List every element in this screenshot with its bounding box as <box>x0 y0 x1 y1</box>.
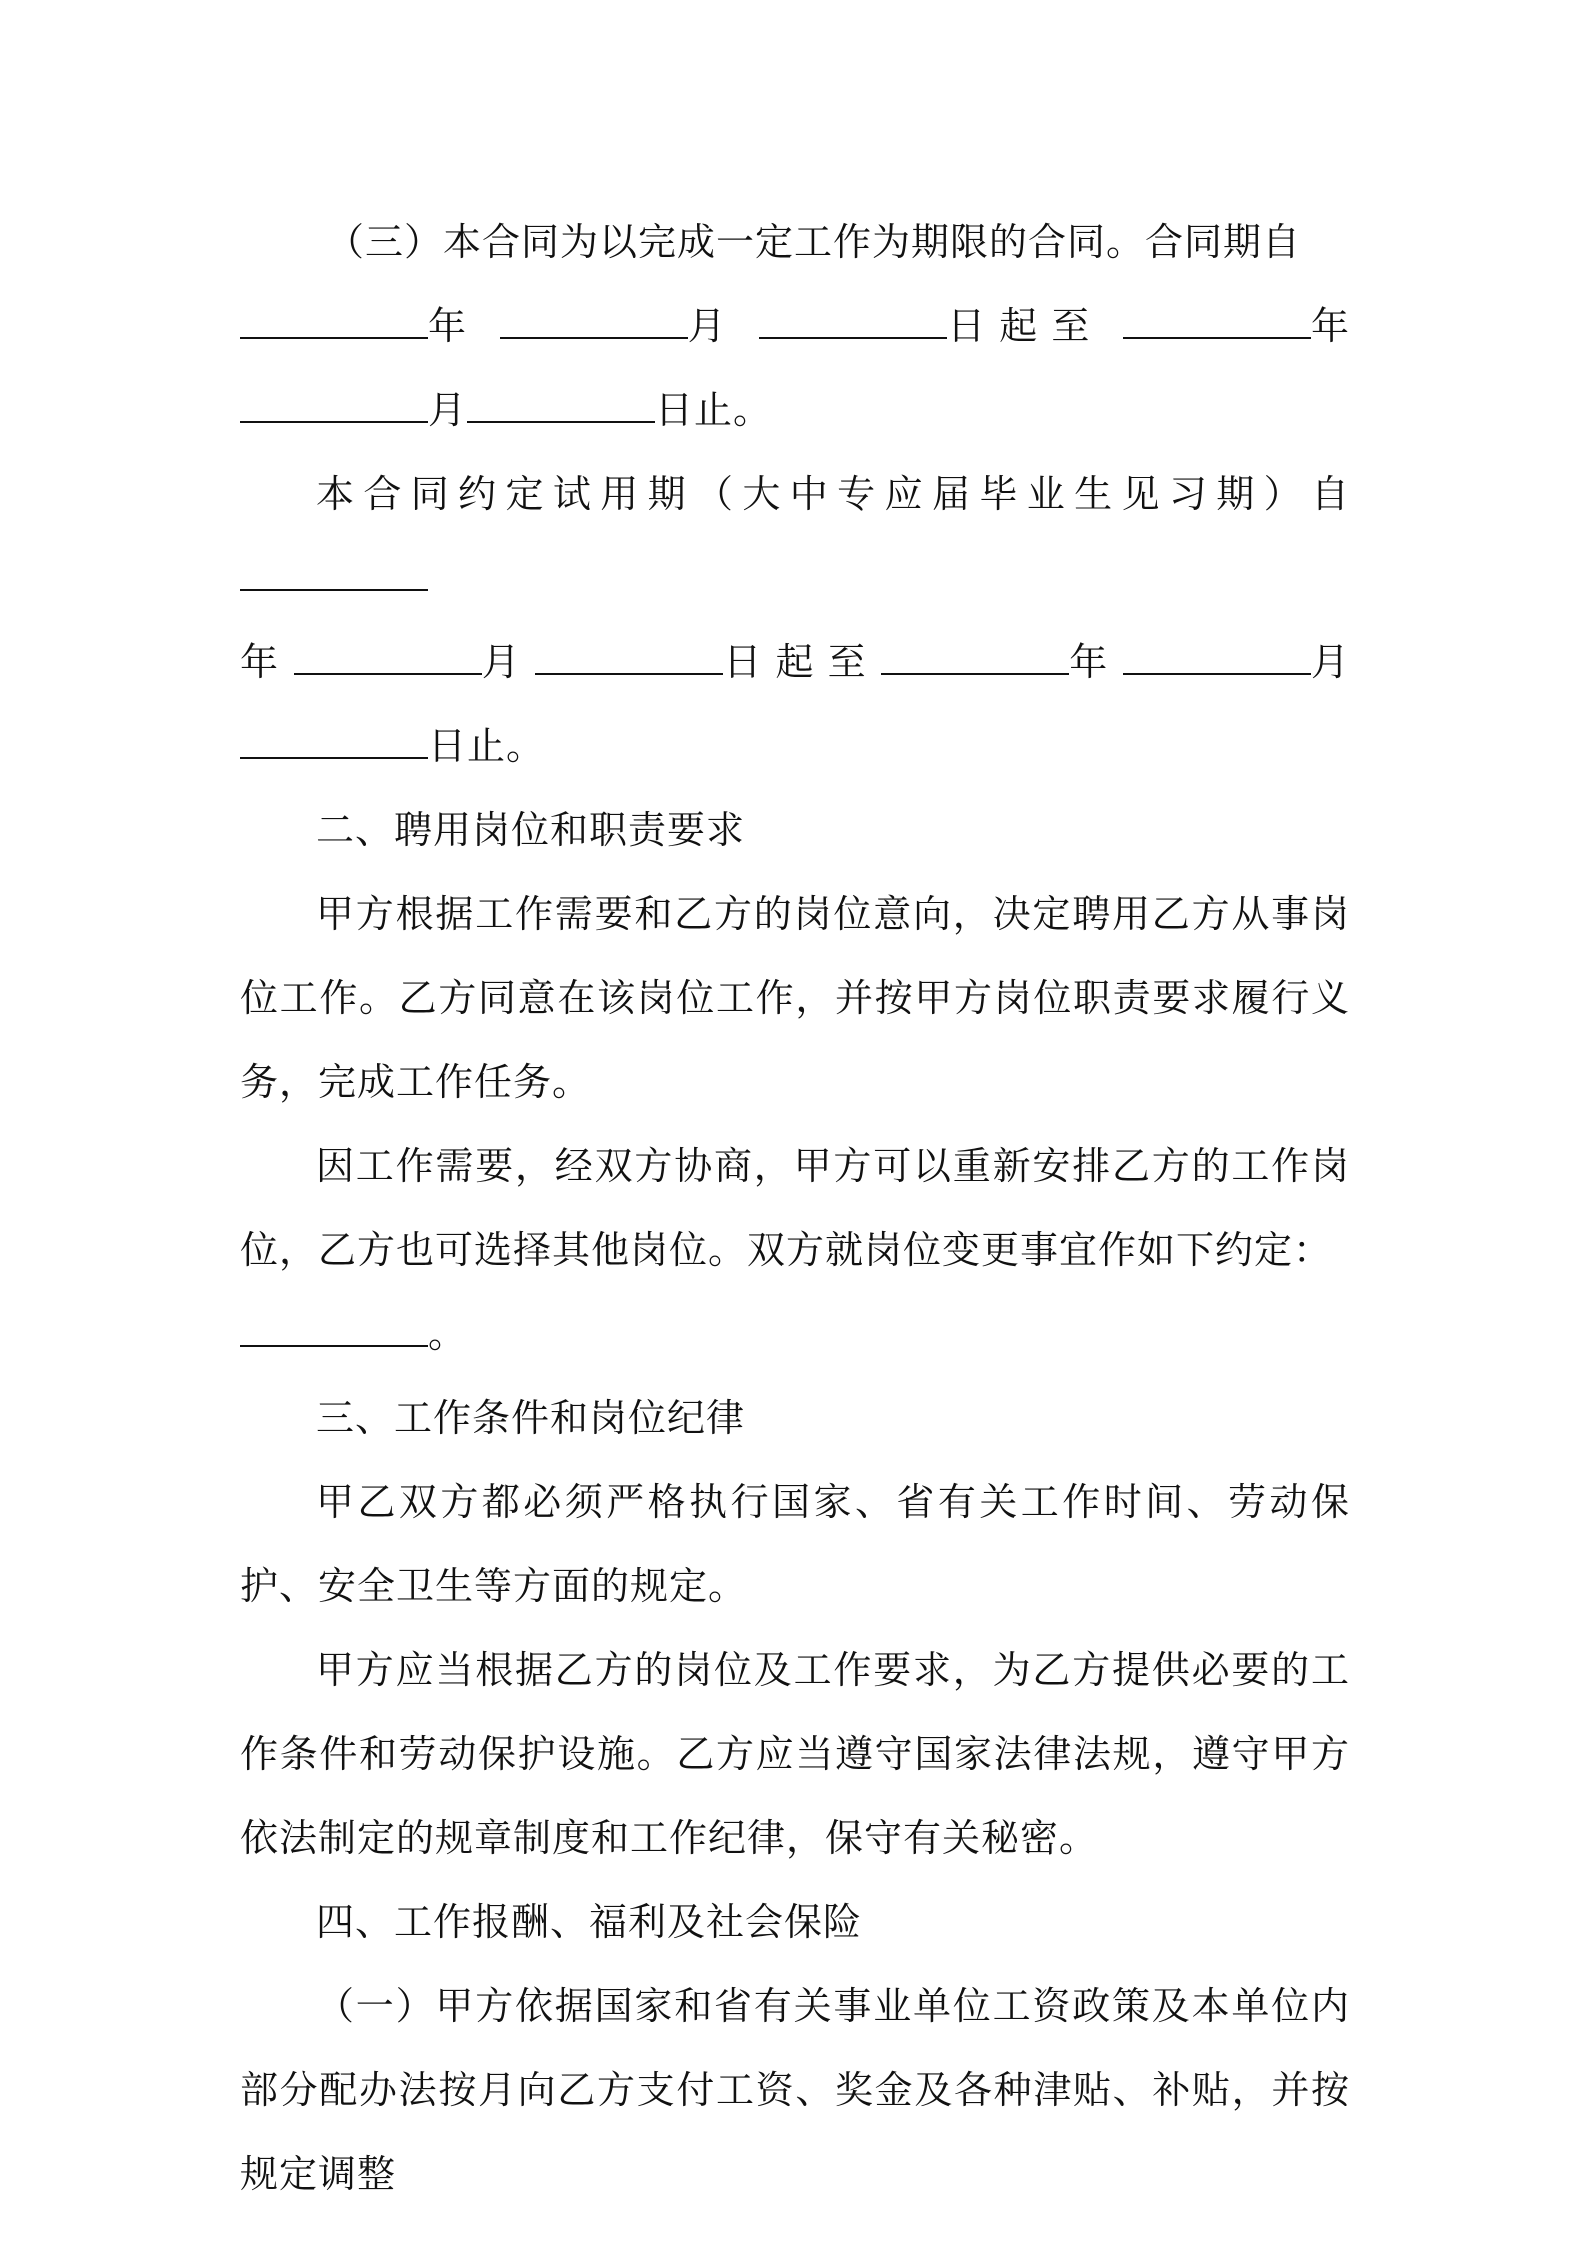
document-body <box>240 200 1350 2216</box>
blank-field[interactable] <box>240 307 428 339</box>
blank-field[interactable] <box>467 391 655 423</box>
probation-end-line: 日止。 <box>240 704 1350 788</box>
date-field-group: 年 <box>881 620 1108 704</box>
blank-field[interactable] <box>1123 643 1311 675</box>
section-4-paragraph-1: （一）甲方依据国家和省有关事业单位工资政策及本单位内部分配办法按月向乙方支付工资、奖金及各种津贴、补贴，并按规定调整 <box>240 1984 1350 2196</box>
date-field-group: 年 <box>240 284 467 368</box>
blank-field[interactable] <box>294 643 482 675</box>
date-field-group: 日 起 至 <box>759 284 1090 368</box>
section-heading-3: 三、工作条件和岗位纪律 <box>316 1396 746 1440</box>
contract-term-dates-line <box>240 284 1350 368</box>
date-field-group: 月 <box>500 284 727 368</box>
blank-field[interactable] <box>759 307 947 339</box>
section-2-paragraph-1: 甲方根据工作需要和乙方的岗位意向，决定聘用乙方从事岗位工作。乙方同意在该岗位工作，并按甲方岗位职责要求履行义务，完成工作任务。 <box>240 892 1350 1104</box>
section-2-paragraph-2: 因工作需要，经双方协商，甲方可以重新安排乙方的工作岗位，乙方也可选择其他岗位。双方就岗位变更事宜作如下约定： <box>240 1144 1350 1272</box>
section-heading-2: 二、聘用岗位和职责要求 <box>316 808 746 852</box>
blank-field[interactable] <box>535 643 723 675</box>
blank-field[interactable] <box>500 307 688 339</box>
date-field-group: 日 起 至 <box>535 620 866 704</box>
blank-field[interactable] <box>240 1315 428 1347</box>
contract-term-end-line: 月 日止。 <box>240 368 1350 452</box>
section-3-paragraph-2: 甲方应当根据乙方的岗位及工作要求，为乙方提供必要的工作条件和劳动保护设施。乙方应当遵守国家法律法规，遵守甲方依法制定的规章制度和工作纪律，保守有关秘密。 <box>240 1648 1350 1860</box>
contract-term-paragraph <box>240 200 1350 284</box>
section-heading-4: 四、工作报酬、福利及社会保险 <box>316 1900 863 1944</box>
blank-field[interactable] <box>240 727 428 759</box>
probation-paragraph <box>240 452 1350 620</box>
blank-field[interactable] <box>240 559 428 591</box>
date-field-group: 月 <box>1123 620 1350 704</box>
blank-field[interactable] <box>240 391 428 423</box>
probation-text: 本合同约定试用期（大中专应届毕业生见习期）自 <box>316 472 1350 516</box>
section-3-paragraph-1: 甲乙双方都必须严格执行国家、省有关工作时间、劳动保护、安全卫生等方面的规定。 <box>240 1480 1350 1608</box>
date-field-group: 月 <box>294 620 521 704</box>
date-label: 年 <box>240 640 280 684</box>
position-change-terms-line: 。 <box>240 1292 1350 1376</box>
probation-dates-line <box>240 620 1350 704</box>
date-field-group: 年 <box>1123 284 1350 368</box>
contract-term-text: （三）本合同为以完成一定工作为期限的合同。合同期自 <box>326 220 1302 264</box>
blank-field[interactable] <box>881 643 1069 675</box>
blank-field[interactable] <box>1123 307 1311 339</box>
